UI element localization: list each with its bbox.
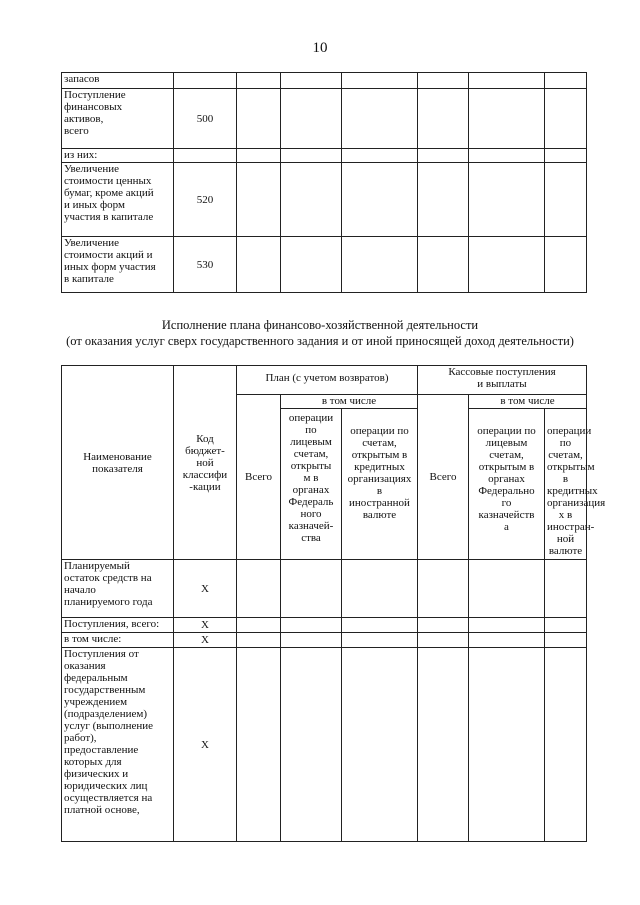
row-code: 530 [174, 237, 237, 293]
table-row [62, 149, 587, 163]
header-cash-treasury: операции по лицевым счетам, открытым в органах Федерально го казначейств а [469, 409, 545, 560]
header-cash-incl: в том числе [469, 395, 587, 409]
table-row [62, 163, 587, 237]
row-label: из них: [62, 149, 174, 163]
page-number: 10 [312, 40, 328, 56]
header-plan-incl: в том числе [281, 395, 418, 409]
row-label: Планируемый остаток средств на начало планируемого года [62, 560, 174, 618]
header-plan: План (с учетом возвратов) [237, 366, 418, 395]
header-row [62, 366, 587, 395]
row-code: 500 [174, 89, 237, 149]
header-cash-total: Всего [418, 395, 469, 560]
row-label: запасов [62, 73, 174, 89]
table-row [62, 237, 587, 293]
row-label: Поступления от оказания федеральным государственным учреждением (подразделением) услуг (выполнение работ), предоставление которых для физических и юридических лиц осуществляется на платной основе, [62, 648, 174, 842]
header-code: Код бюджет- ной классифи -кации [174, 366, 237, 560]
row-code: X [174, 633, 237, 648]
header-name: Наименование показателя [62, 366, 174, 560]
table-row [62, 73, 587, 89]
row-code: X [174, 560, 237, 618]
row-code [174, 149, 237, 163]
row-label: Увеличение стоимости акций и иных форм участия в капитале [62, 237, 174, 293]
row-code: 520 [174, 163, 237, 237]
row-label: Поступление финансовых активов, всего [62, 89, 174, 149]
execution-table [61, 365, 606, 842]
table-row [62, 89, 587, 149]
assets-table [61, 72, 587, 293]
row-code [174, 73, 237, 89]
header-plan-foreign: операции по счетам, открытым в кредитных организациях в иностранной валюте [342, 409, 418, 560]
row-label: Поступления, всего: [62, 618, 174, 633]
header-plan-treasury: операции по лицевым счетам, открыты м в органах Федераль ного казначей- ства [281, 409, 342, 560]
table-row [62, 560, 587, 618]
row-code: X [174, 618, 237, 633]
table-row [62, 618, 587, 633]
section-title-line1: Исполнение плана финансово-хозяйственной деятельности [161, 318, 479, 332]
section-title-line2: (от оказания услуг сверх государственного задания и от иной приносящей доход деятельности) [66, 334, 574, 348]
row-label: в том числе: [62, 633, 174, 648]
row-label: Увеличение стоимости ценных бумаг, кроме акций и иных форм участия в капитале [62, 163, 174, 237]
table-row [62, 633, 587, 648]
header-cash-foreign: операции по счетам, открытым в кредитных организация х в иностран- ной валюте [545, 409, 587, 560]
table-row [62, 648, 587, 842]
header-plan-total: Всего [237, 395, 281, 560]
header-cash: Кассовые поступления и выплаты [418, 366, 587, 395]
row-code: X [174, 648, 237, 842]
